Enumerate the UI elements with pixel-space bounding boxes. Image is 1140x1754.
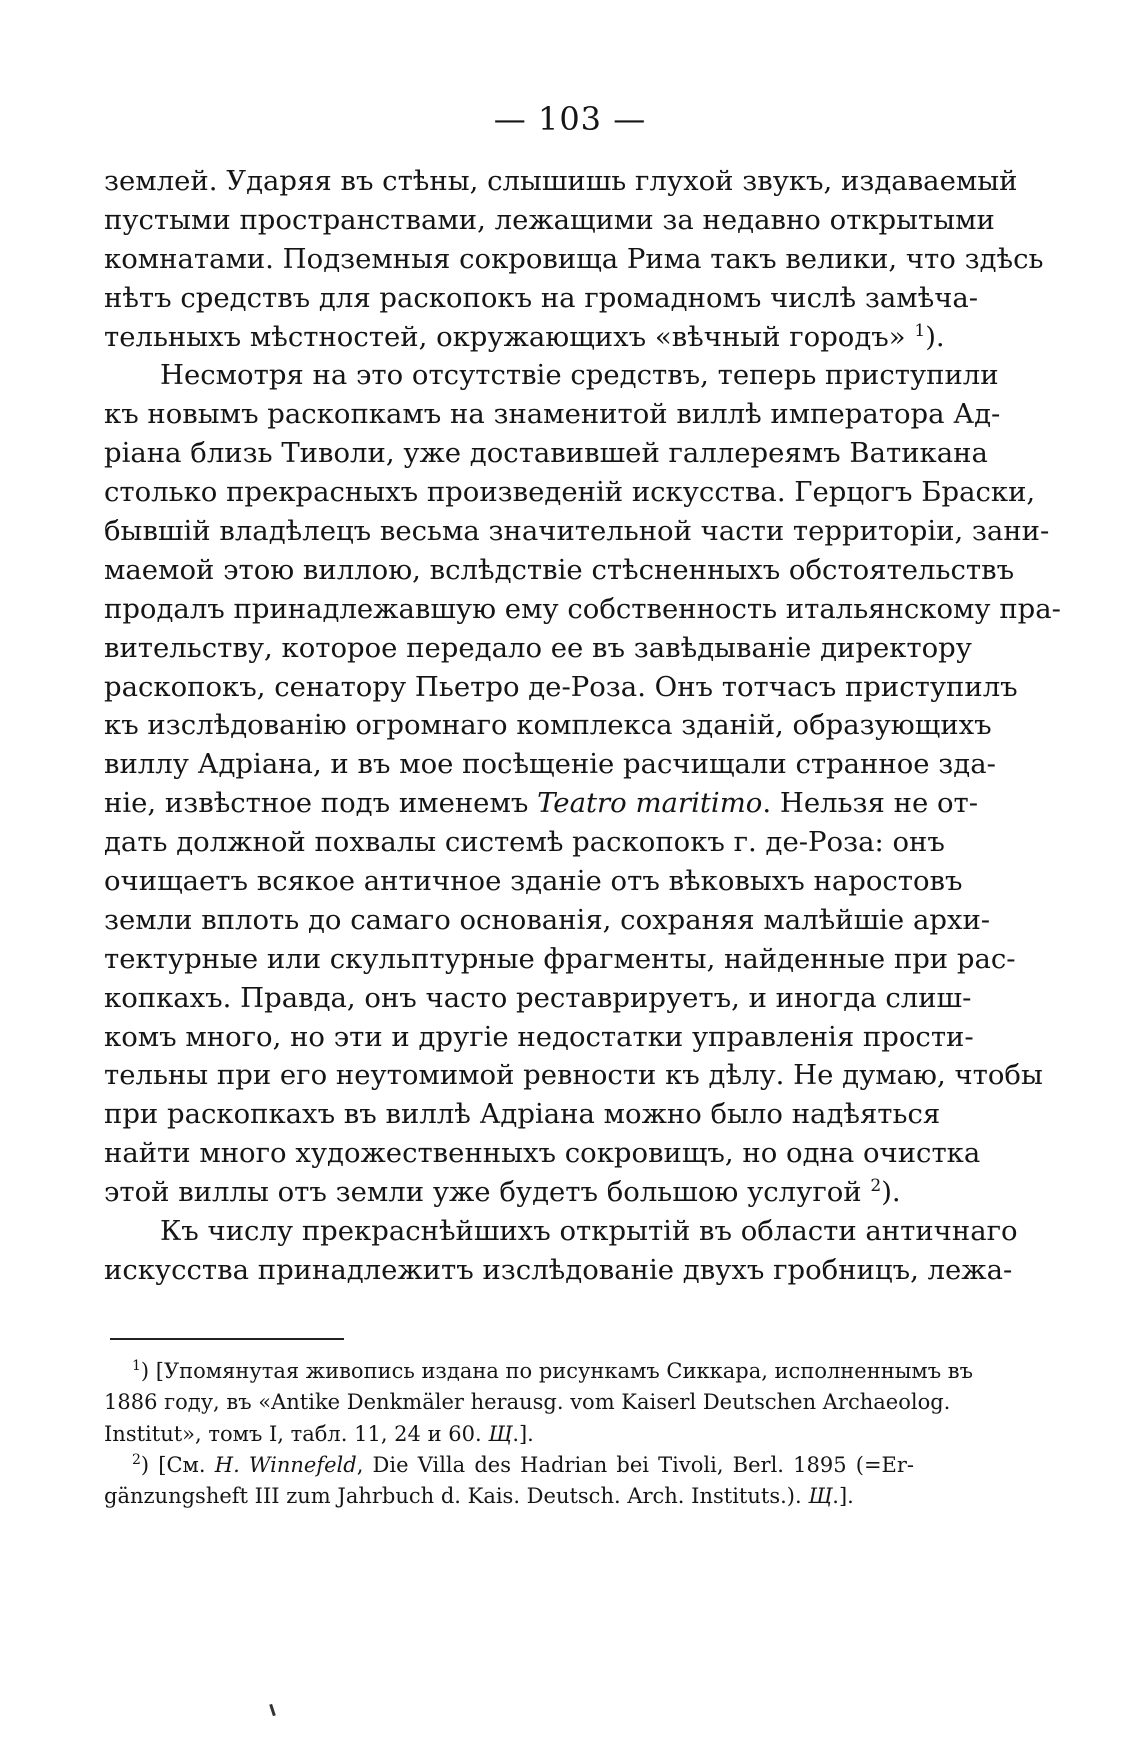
footnote-2-line bbox=[104, 1481, 914, 1512]
text-line: столько прекрасныхъ произведеній искусства. Герцогъ Браски, bbox=[104, 476, 1036, 509]
text-line: землей. Ударяя въ стѣны, слышишь глухой звукъ, издаваемый bbox=[104, 165, 1018, 197]
footnote-segment: Institut», томъ I, табл. 11, 24 и 60. bbox=[104, 1421, 482, 1446]
text-segment: этой виллы отъ земли уже будетъ большою услугой bbox=[104, 1176, 862, 1209]
text-line bbox=[104, 318, 945, 357]
footnote-segment: ) [См. bbox=[140, 1452, 206, 1477]
text-line: раскопокъ, сенатору Пьетро де-Роза. Онъ тотчасъ приступилъ bbox=[104, 670, 1018, 703]
text-line: продалъ принадлежавшую ему собственность итальянскому пра- bbox=[104, 592, 1061, 625]
text-line: найти много художественныхъ сокровищъ, но одна очистка bbox=[104, 1137, 981, 1170]
footnotes bbox=[104, 1356, 973, 1512]
footnote-divider bbox=[110, 1338, 344, 1340]
text-line: къ изслѣдованію огромнаго комплекса зданій, образующихъ bbox=[104, 709, 992, 742]
footnote-segment: , Die Villa des Hadrian bei Tivoli, Berl. 1895 (=Er- bbox=[356, 1452, 914, 1477]
text-line: къ новымъ раскопкамъ на знаменитой виллѣ императора Ад- bbox=[104, 398, 1001, 431]
footnote-ref-2-close: ). bbox=[881, 1176, 901, 1209]
text-line: тельны при его неутомимой ревности къ дѣлу. Не думаю, чтобы bbox=[104, 1059, 1043, 1092]
text-line: нѣтъ средствъ для раскопокъ на громадномъ числѣ замѣча- bbox=[104, 281, 979, 314]
text-line: пустыми пространствами, лежащими за недавно открытыми bbox=[104, 203, 995, 236]
text-segment: ніе, извѣстное подъ именемъ bbox=[104, 787, 529, 820]
footnote-ref-2: 2 bbox=[870, 1176, 882, 1197]
footnote-segment: ) [Упомянутая живопись издана по рисункамъ Сиккара, исполненнымъ въ bbox=[140, 1359, 973, 1383]
text-line: ріана близь Тиволи, уже доставившей галлереямъ Ватикана bbox=[104, 437, 988, 470]
footnote-2-line bbox=[104, 1450, 914, 1481]
footnote-segment: gänzungsheft III zum Jahrbuch d. Kais. Deutsch. Arch. Instituts.). bbox=[104, 1484, 802, 1509]
footnote-ref-1-close: ). bbox=[925, 320, 945, 353]
text-line: при раскопкахъ въ виллѣ Адріана можно было надѣяться bbox=[104, 1098, 941, 1131]
footnote-author: H. Winnefeld bbox=[214, 1452, 357, 1477]
text-line: комъ много, но эти и другіе недостатки управленія прости- bbox=[104, 1020, 974, 1053]
text-line: копкахъ. Правда, онъ часто реставрируетъ, и иногда слиш- bbox=[104, 981, 972, 1014]
page-number: — 103 — bbox=[493, 100, 647, 138]
text-segment: тельныхъ мѣстностей, окружающихъ «вѣчный городъ» bbox=[104, 320, 906, 353]
footnote-initials: Щ bbox=[808, 1484, 833, 1509]
text-line: маемой этою виллою, вслѣдствіе стѣсненныхъ обстоятельствъ bbox=[104, 553, 1015, 586]
footnote-initials: Щ bbox=[488, 1421, 513, 1446]
text-segment: . Нельзя не от- bbox=[762, 787, 979, 820]
text-line bbox=[104, 1173, 914, 1212]
text-line: вительству, которое передало ее въ завѣдываніе директору bbox=[104, 631, 972, 664]
text-line: виллу Адріана, и въ мое посѣщеніе расчищали странное зда- bbox=[104, 748, 996, 781]
text-line: комнатами. Подземныя сокровища Рима такъ велики, что здѣсь bbox=[104, 242, 1044, 275]
footnote-1-marker: 1 bbox=[132, 1358, 141, 1374]
footnote-1-line bbox=[104, 1419, 914, 1450]
text-line: искусства принадлежитъ изслѣдованіе двухъ гробницъ, лежа- bbox=[104, 1253, 1013, 1286]
paragraph-start-line: Несмотря на это отсутствіе средствъ, теперь приступили bbox=[160, 359, 999, 392]
footnote-segment: .]. bbox=[832, 1484, 854, 1509]
text-line: земли вплоть до самаго основанія, сохраняя малѣйшіе архи- bbox=[104, 903, 991, 936]
text-line: дать должной похвалы системѣ раскопокъ г. де-Роза: онъ bbox=[104, 826, 945, 859]
text-line bbox=[104, 784, 979, 823]
footnote-segment: .]. bbox=[512, 1421, 534, 1446]
footnote-1-line: 1886 году, въ «Antike Denkmäler herausg. vom Kaiserl Deutschen Archaeolog. bbox=[104, 1390, 951, 1415]
text-line: бывшій владѣлецъ весьма значительной части территоріи, зани- bbox=[104, 515, 1050, 548]
footnote-ref-1: 1 bbox=[914, 320, 926, 341]
body-text bbox=[104, 162, 1061, 1290]
text-line: тектурные или скульптурные фрагменты, найденные при рас- bbox=[104, 942, 1016, 975]
footnote-2-marker: 2 bbox=[132, 1451, 141, 1468]
italic-title: Teatro maritimo bbox=[537, 787, 763, 820]
footnote-1-line bbox=[104, 1356, 973, 1387]
ink-mark bbox=[269, 1704, 276, 1716]
text-line: очищаетъ всякое античное зданіе отъ вѣковыхъ наростовъ bbox=[104, 865, 963, 898]
paragraph-start-line: Къ числу прекраснѣйшихъ открытій въ области античнаго bbox=[160, 1215, 1018, 1248]
